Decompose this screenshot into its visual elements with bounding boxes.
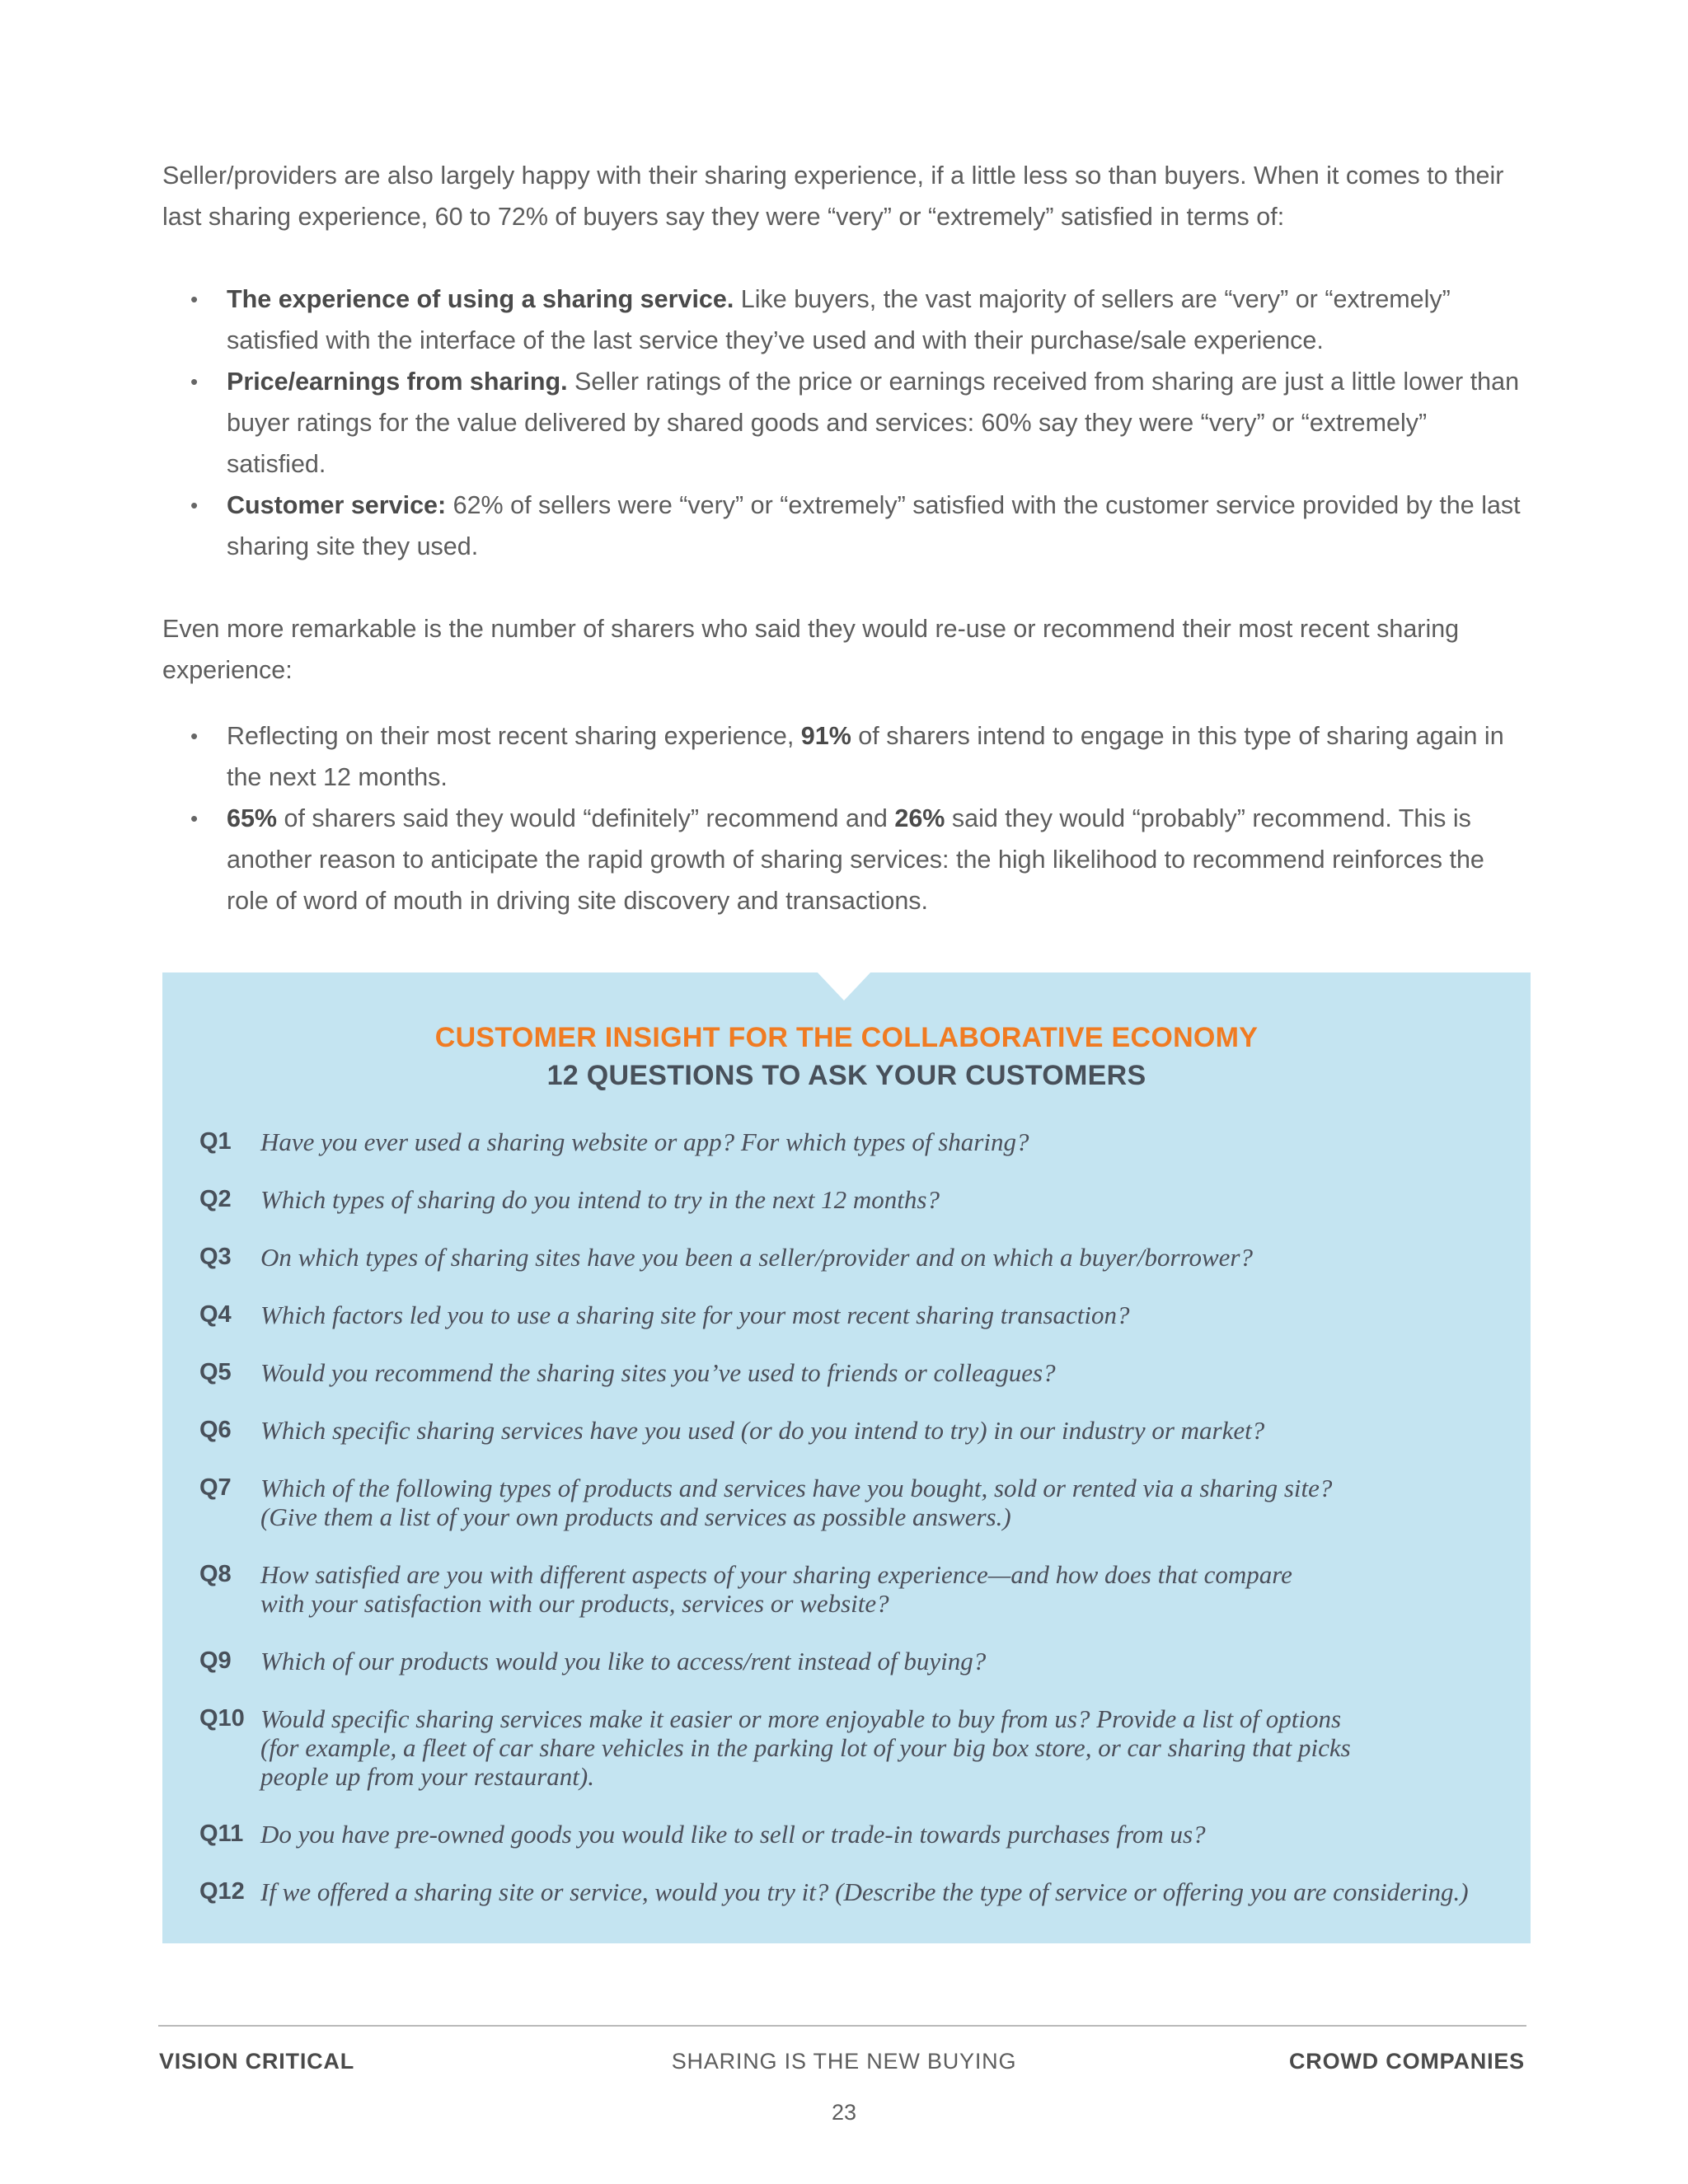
bullet-text: Like buyers, the vast majority of sellers are “very” or “extremely” satisfied with the interface of the last service they’ve used and with their purchase/sale experience.	[227, 285, 1451, 354]
question-number: Q11	[199, 1821, 244, 1847]
question-number: Q5	[199, 1359, 232, 1385]
insight-box-notch	[816, 971, 872, 1001]
list-item	[162, 361, 1531, 485]
stat-highlight: 91%	[800, 722, 851, 750]
footer-divider	[158, 2025, 1526, 2027]
footer-left-label: VISION CRITICAL	[159, 2049, 355, 2074]
list-item	[162, 279, 1531, 361]
list-item	[162, 485, 1531, 567]
bullet-text: of sharers intend to engage in this type of sharing again in the next 12 months.	[227, 722, 1504, 791]
list-item	[199, 1301, 1510, 1329]
footer-right-label: CROWD COMPANIES	[1289, 2049, 1525, 2074]
list-item	[199, 1820, 1510, 1849]
bullet-text: 62% of sellers were “very” or “extremely” satisfied with the customer service provided by the last sharing site they used.	[227, 491, 1521, 560]
bullet-text: Seller ratings of the price or earnings received from sharing are just a little lower than buyer ratings for the value delivered by shared goods and services: 60% say they were “very” or “extremely” satisfied.	[227, 368, 1520, 478]
insight-box	[162, 972, 1531, 1943]
question-text: On which types of sharing sites have you been a seller/provider and on which a buyer/borrower?	[260, 1243, 1253, 1272]
question-text: Which specific sharing services have you used (or do you intend to try) in our industry or market?	[260, 1416, 1265, 1445]
footer-center-title: SHARING IS THE NEW BUYING	[671, 2049, 1017, 2074]
second-paragraph: Even more remarkable is the number of sharers who said they would re-use or recommend their most recent sharing experience:	[162, 615, 1460, 684]
question-number: Q6	[199, 1417, 232, 1443]
question-text: Which of our products would you like to access/rent instead of buying?	[260, 1647, 987, 1675]
question-text: Which of the following types of products and services have you bought, sold or rented via a sharing site? (Give them a list of your own products and services as possible answers.)	[260, 1474, 1333, 1531]
list-item	[199, 1647, 1510, 1675]
insight-subtitle: 12 QUESTIONS TO ASK YOUR CUSTOMERS	[546, 1060, 1146, 1091]
bullet-icon: •	[190, 493, 199, 518]
question-text: Would you recommend the sharing sites you’ve used to friends or colleagues?	[260, 1358, 1056, 1387]
list-item	[199, 1560, 1510, 1618]
question-text: Would specific sharing services make it easier or more enjoyable to buy from us? Provide a list of options (for example, a fleet of car share vehicles in the parking lot of your big box store, or car sharing that picks people up from your restaurant).	[260, 1704, 1351, 1791]
question-text: How satisfied are you with different aspects of your sharing experience—and how does that compare with your satisfaction with our products, services or website?	[260, 1560, 1292, 1618]
list-item	[162, 715, 1531, 798]
satisfaction-bullet-list	[162, 279, 1531, 567]
question-number: Q7	[199, 1474, 232, 1501]
question-text: Do you have pre-owned goods you would like to sell or trade-in towards purchases from us?	[260, 1820, 1206, 1849]
body-content	[162, 155, 1531, 921]
question-text: Which types of sharing do you intend to try in the next 12 months?	[260, 1185, 940, 1214]
bullet-text: said they would “probably” recommend. This is another reason to anticipate the rapid growth of sharing services: the high likelihood to recommend reinforces the role of word of mouth in driving site discovery and transactions.	[227, 804, 1484, 915]
bullet-text: Reflecting on their most recent sharing experience,	[227, 722, 801, 750]
page-number: 23	[831, 2100, 857, 2125]
question-number: Q8	[199, 1561, 232, 1587]
question-text: If we offered a sharing site or service, would you try it? (Describe the type of service or offering you are considering.)	[260, 1877, 1469, 1906]
question-number: Q12	[199, 1878, 245, 1905]
stat-highlight: 26%	[894, 804, 945, 832]
stat-highlight: 65%	[227, 804, 278, 832]
bullet-icon: •	[190, 369, 199, 394]
question-text: Which factors led you to use a sharing site for your most recent sharing transaction?	[260, 1301, 1130, 1329]
list-item	[199, 1185, 1510, 1214]
list-item	[162, 798, 1531, 921]
bullet-lead: Customer service:	[227, 491, 447, 519]
question-number: Q2	[199, 1186, 232, 1212]
question-text: Have you ever used a sharing website or app? For which types of sharing?	[260, 1127, 1029, 1156]
question-number: Q3	[199, 1244, 232, 1270]
bullet-icon: •	[190, 724, 199, 748]
list-item	[199, 1474, 1510, 1531]
list-item	[199, 1877, 1510, 1906]
question-number: Q4	[199, 1301, 232, 1328]
bullet-icon: •	[190, 287, 199, 312]
list-item	[199, 1704, 1510, 1791]
list-item	[199, 1416, 1510, 1445]
bullet-lead: The experience of using a sharing service.	[227, 285, 734, 313]
list-item	[199, 1243, 1510, 1272]
bullet-icon: •	[190, 806, 199, 831]
question-number: Q9	[199, 1647, 232, 1674]
question-number: Q10	[199, 1705, 245, 1732]
question-number: Q1	[199, 1128, 232, 1155]
reuse-bullet-list	[162, 715, 1531, 921]
bullet-lead: Price/earnings from sharing.	[227, 368, 568, 396]
intro-paragraph: Seller/providers are also largely happy with their sharing experience, if a little less so than buyers. When it comes to their last sharing experience, 60 to 72% of buyers say they were “very” or “extremely” satisfied in terms of:	[162, 162, 1504, 231]
list-item	[199, 1127, 1510, 1156]
list-item	[199, 1358, 1510, 1387]
insight-title: CUSTOMER INSIGHT FOR THE COLLABORATIVE ECONOMY	[434, 1022, 1259, 1053]
bullet-text: of sharers said they would “definitely” recommend and	[277, 804, 895, 832]
question-list	[199, 1127, 1510, 1935]
